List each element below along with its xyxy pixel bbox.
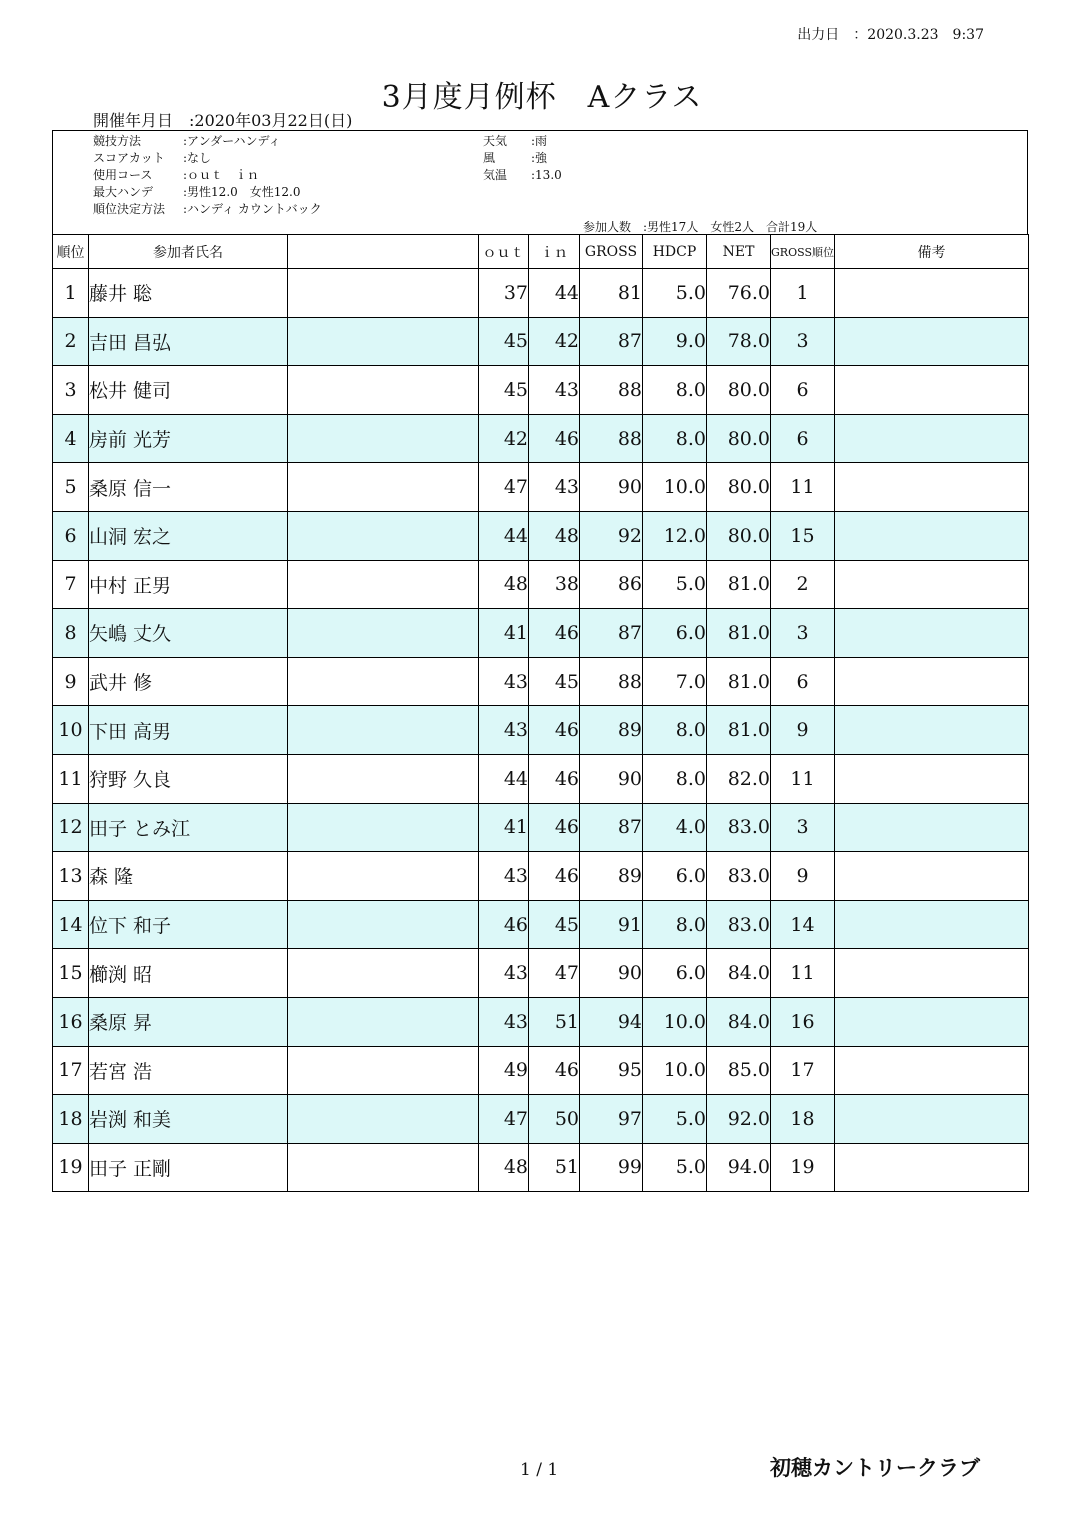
cell-in: 46 <box>529 1046 580 1095</box>
cell-rank: 15 <box>53 949 89 998</box>
info-row-method <box>93 133 322 150</box>
cell-gross: 89 <box>580 706 643 755</box>
cell-blank <box>288 754 479 803</box>
cell-out: 41 <box>479 803 529 852</box>
cell-name: 狩野 久良 <box>89 754 288 803</box>
cell-hdcp: 5.0 <box>643 1143 707 1192</box>
info-label: 使用コース <box>93 168 153 182</box>
column-header-gross: GROSS <box>580 235 643 269</box>
info-value: :なし <box>183 151 212 165</box>
cell-remarks <box>835 900 1029 949</box>
cell-hdcp: 6.0 <box>643 852 707 901</box>
cell-gross-rank: 3 <box>771 803 835 852</box>
cell-gross-rank: 11 <box>771 949 835 998</box>
cell-in: 43 <box>529 366 580 415</box>
table-row <box>53 1095 1029 1144</box>
cell-remarks <box>835 1143 1029 1192</box>
cell-remarks <box>835 852 1029 901</box>
cell-gross: 88 <box>580 366 643 415</box>
cell-name: 藤井 聡 <box>89 269 288 318</box>
club-name: 初穂カントリークラブ <box>770 1456 980 1480</box>
cell-in: 46 <box>529 754 580 803</box>
cell-hdcp: 5.0 <box>643 560 707 609</box>
cell-out: 43 <box>479 949 529 998</box>
cell-out: 43 <box>479 657 529 706</box>
cell-net: 81.0 <box>707 609 771 658</box>
cell-blank <box>288 852 479 901</box>
page-title: 3月度月例杯 Aクラス <box>381 80 703 115</box>
table-row <box>53 1046 1029 1095</box>
cell-rank: 12 <box>53 803 89 852</box>
column-header-out: ｏｕｔ <box>479 235 529 269</box>
cell-rank: 6 <box>53 511 89 560</box>
cell-rank: 14 <box>53 900 89 949</box>
cell-gross: 97 <box>580 1095 643 1144</box>
cell-gross-rank: 19 <box>771 1143 835 1192</box>
cell-rank: 16 <box>53 997 89 1046</box>
column-header-in: ｉｎ <box>529 235 580 269</box>
cell-blank <box>288 949 479 998</box>
cell-gross: 89 <box>580 852 643 901</box>
cell-gross: 95 <box>580 1046 643 1095</box>
cell-remarks <box>835 706 1029 755</box>
cell-blank <box>288 1143 479 1192</box>
cell-remarks <box>835 609 1029 658</box>
cell-name: 中村 正男 <box>89 560 288 609</box>
cell-rank: 19 <box>53 1143 89 1192</box>
info-label: 風 <box>483 151 496 165</box>
cell-remarks <box>835 269 1029 318</box>
cell-blank <box>288 511 479 560</box>
info-value: :ｏｕｔ ｉｎ <box>183 168 260 182</box>
cell-out: 41 <box>479 609 529 658</box>
table-row <box>53 1143 1029 1192</box>
column-header-gross-rank: GROSS順位 <box>771 235 835 269</box>
cell-name: 若宮 浩 <box>89 1046 288 1095</box>
cell-hdcp: 9.0 <box>643 317 707 366</box>
cell-blank <box>288 317 479 366</box>
cell-gross-rank: 9 <box>771 706 835 755</box>
cell-name: 櫛渕 昭 <box>89 949 288 998</box>
cell-net: 80.0 <box>707 463 771 512</box>
cell-in: 46 <box>529 609 580 658</box>
cell-name: 桑原 昇 <box>89 997 288 1046</box>
cell-name: 森 隆 <box>89 852 288 901</box>
cell-in: 51 <box>529 1143 580 1192</box>
cell-hdcp: 7.0 <box>643 657 707 706</box>
cell-gross: 87 <box>580 803 643 852</box>
cell-hdcp: 6.0 <box>643 609 707 658</box>
cell-name: 矢嶋 丈久 <box>89 609 288 658</box>
cell-hdcp: 10.0 <box>643 463 707 512</box>
cell-gross: 90 <box>580 754 643 803</box>
table-row <box>53 414 1029 463</box>
table-row <box>53 754 1029 803</box>
info-row-score-cut <box>93 150 322 167</box>
cell-out: 46 <box>479 900 529 949</box>
cell-in: 51 <box>529 997 580 1046</box>
cell-net: 80.0 <box>707 511 771 560</box>
cell-in: 45 <box>529 900 580 949</box>
cell-gross-rank: 6 <box>771 366 835 415</box>
cell-out: 47 <box>479 1095 529 1144</box>
cell-rank: 5 <box>53 463 89 512</box>
cell-remarks <box>835 949 1029 998</box>
cell-in: 42 <box>529 317 580 366</box>
column-header-remarks: 備考 <box>835 235 1029 269</box>
cell-gross-rank: 18 <box>771 1095 835 1144</box>
cell-blank <box>288 463 479 512</box>
table-row <box>53 366 1029 415</box>
cell-blank <box>288 1046 479 1095</box>
table-row <box>53 657 1029 706</box>
cell-gross: 94 <box>580 997 643 1046</box>
cell-net: 84.0 <box>707 997 771 1046</box>
cell-net: 84.0 <box>707 949 771 998</box>
cell-net: 94.0 <box>707 1143 771 1192</box>
weather-info <box>483 133 562 184</box>
table-row <box>53 949 1029 998</box>
cell-remarks <box>835 463 1029 512</box>
table-row <box>53 803 1029 852</box>
competition-info-box <box>52 130 1028 234</box>
table-row <box>53 317 1029 366</box>
cell-name: 吉田 昌弘 <box>89 317 288 366</box>
cell-in: 45 <box>529 657 580 706</box>
cell-net: 83.0 <box>707 852 771 901</box>
info-row-ranking-method <box>93 201 322 218</box>
info-value: :13.0 <box>531 168 562 182</box>
cell-gross: 88 <box>580 414 643 463</box>
cell-name: 田子 正剛 <box>89 1143 288 1192</box>
cell-out: 48 <box>479 1143 529 1192</box>
info-row-temperature <box>483 167 562 184</box>
cell-remarks <box>835 1095 1029 1144</box>
cell-remarks <box>835 414 1029 463</box>
cell-gross: 88 <box>580 657 643 706</box>
cell-blank <box>288 1095 479 1144</box>
cell-gross: 87 <box>580 317 643 366</box>
cell-in: 46 <box>529 706 580 755</box>
cell-blank <box>288 997 479 1046</box>
table-row <box>53 852 1029 901</box>
cell-remarks <box>835 511 1029 560</box>
cell-name: 松井 健司 <box>89 366 288 415</box>
cell-hdcp: 8.0 <box>643 414 707 463</box>
cell-net: 78.0 <box>707 317 771 366</box>
cell-gross-rank: 6 <box>771 414 835 463</box>
results-table-body <box>53 269 1029 1192</box>
column-header-blank <box>288 235 479 269</box>
cell-net: 85.0 <box>707 1046 771 1095</box>
cell-rank: 18 <box>53 1095 89 1144</box>
info-label: 順位決定方法 <box>93 202 166 216</box>
cell-hdcp: 8.0 <box>643 754 707 803</box>
cell-name: 桑原 信一 <box>89 463 288 512</box>
cell-out: 42 <box>479 414 529 463</box>
cell-gross: 91 <box>580 900 643 949</box>
table-row <box>53 706 1029 755</box>
info-row-weather <box>483 133 562 150</box>
cell-hdcp: 10.0 <box>643 1046 707 1095</box>
cell-gross-rank: 9 <box>771 852 835 901</box>
column-header-name: 参加者氏名 <box>89 235 288 269</box>
cell-remarks <box>835 366 1029 415</box>
info-row-course <box>93 167 322 184</box>
cell-rank: 1 <box>53 269 89 318</box>
cell-remarks <box>835 657 1029 706</box>
cell-name: 下田 高男 <box>89 706 288 755</box>
cell-remarks <box>835 1046 1029 1095</box>
table-row <box>53 900 1029 949</box>
table-header-row <box>53 235 1029 269</box>
cell-remarks <box>835 997 1029 1046</box>
cell-net: 83.0 <box>707 803 771 852</box>
cell-in: 46 <box>529 803 580 852</box>
cell-hdcp: 12.0 <box>643 511 707 560</box>
cell-rank: 17 <box>53 1046 89 1095</box>
column-header-net: NET <box>707 235 771 269</box>
cell-rank: 9 <box>53 657 89 706</box>
cell-blank <box>288 900 479 949</box>
cell-name: 岩渕 和美 <box>89 1095 288 1144</box>
cell-hdcp: 5.0 <box>643 269 707 318</box>
cell-blank <box>288 609 479 658</box>
table-row <box>53 511 1029 560</box>
table-row <box>53 609 1029 658</box>
cell-gross-rank: 11 <box>771 754 835 803</box>
info-label: 競技方法 <box>93 134 142 148</box>
cell-remarks <box>835 560 1029 609</box>
cell-out: 44 <box>479 511 529 560</box>
cell-gross-rank: 6 <box>771 657 835 706</box>
cell-name: 山洞 宏之 <box>89 511 288 560</box>
cell-gross: 90 <box>580 949 643 998</box>
cell-out: 45 <box>479 366 529 415</box>
cell-out: 44 <box>479 754 529 803</box>
cell-gross-rank: 11 <box>771 463 835 512</box>
page-number: 1 / 1 <box>520 1460 559 1480</box>
cell-hdcp: 8.0 <box>643 366 707 415</box>
table-row <box>53 269 1029 318</box>
cell-out: 43 <box>479 706 529 755</box>
cell-gross: 86 <box>580 560 643 609</box>
competition-settings <box>93 133 322 218</box>
cell-in: 38 <box>529 560 580 609</box>
cell-gross-rank: 3 <box>771 609 835 658</box>
cell-blank <box>288 366 479 415</box>
cell-rank: 8 <box>53 609 89 658</box>
cell-gross-rank: 2 <box>771 560 835 609</box>
cell-name: 田子 とみ江 <box>89 803 288 852</box>
participant-count: 参加人数 :男性17人 女性2人 合計19人 <box>583 220 818 234</box>
cell-remarks <box>835 754 1029 803</box>
cell-out: 43 <box>479 997 529 1046</box>
cell-name: 武井 修 <box>89 657 288 706</box>
cell-out: 48 <box>479 560 529 609</box>
info-row-wind <box>483 150 562 167</box>
cell-gross-rank: 14 <box>771 900 835 949</box>
cell-remarks <box>835 317 1029 366</box>
cell-blank <box>288 803 479 852</box>
cell-rank: 10 <box>53 706 89 755</box>
cell-hdcp: 8.0 <box>643 900 707 949</box>
cell-net: 80.0 <box>707 366 771 415</box>
cell-rank: 7 <box>53 560 89 609</box>
cell-net: 81.0 <box>707 560 771 609</box>
cell-out: 45 <box>479 317 529 366</box>
cell-gross: 99 <box>580 1143 643 1192</box>
results-table <box>52 234 1029 1192</box>
cell-in: 46 <box>529 414 580 463</box>
info-value: :雨 <box>531 134 548 148</box>
cell-blank <box>288 706 479 755</box>
cell-net: 76.0 <box>707 269 771 318</box>
table-row <box>53 560 1029 609</box>
info-value: :男性12.0 女性12.0 <box>183 185 301 199</box>
cell-net: 81.0 <box>707 657 771 706</box>
cell-blank <box>288 560 479 609</box>
cell-rank: 11 <box>53 754 89 803</box>
info-value: :ハンディ カウントバック <box>183 202 322 216</box>
cell-out: 43 <box>479 852 529 901</box>
cell-name: 位下 和子 <box>89 900 288 949</box>
cell-out: 47 <box>479 463 529 512</box>
cell-in: 50 <box>529 1095 580 1144</box>
info-value: :アンダーハンディ <box>183 134 281 148</box>
cell-net: 80.0 <box>707 414 771 463</box>
cell-net: 83.0 <box>707 900 771 949</box>
table-row <box>53 997 1029 1046</box>
info-label: 天気 <box>483 134 508 148</box>
cell-gross-rank: 17 <box>771 1046 835 1095</box>
cell-hdcp: 6.0 <box>643 949 707 998</box>
cell-rank: 2 <box>53 317 89 366</box>
cell-gross-rank: 1 <box>771 269 835 318</box>
cell-in: 47 <box>529 949 580 998</box>
cell-gross: 90 <box>580 463 643 512</box>
info-value: :強 <box>531 151 548 165</box>
cell-in: 46 <box>529 852 580 901</box>
cell-hdcp: 10.0 <box>643 997 707 1046</box>
cell-gross: 81 <box>580 269 643 318</box>
column-header-rank: 順位 <box>53 235 89 269</box>
cell-in: 44 <box>529 269 580 318</box>
cell-in: 43 <box>529 463 580 512</box>
column-header-hdcp: HDCP <box>643 235 707 269</box>
cell-rank: 3 <box>53 366 89 415</box>
cell-gross-rank: 3 <box>771 317 835 366</box>
info-label: 気温 <box>483 168 508 182</box>
cell-net: 81.0 <box>707 706 771 755</box>
info-label: 最大ハンデ <box>93 185 154 199</box>
info-label: スコアカット <box>93 151 165 165</box>
cell-in: 48 <box>529 511 580 560</box>
cell-gross: 87 <box>580 609 643 658</box>
event-date: 開催年月日 :2020年03月22日(日) <box>93 111 353 130</box>
cell-gross: 92 <box>580 511 643 560</box>
cell-rank: 4 <box>53 414 89 463</box>
output-date: 出力日 ：2020.3.23 9:37 <box>797 27 984 43</box>
cell-blank <box>288 414 479 463</box>
table-row <box>53 463 1029 512</box>
cell-rank: 13 <box>53 852 89 901</box>
cell-out: 49 <box>479 1046 529 1095</box>
cell-hdcp: 5.0 <box>643 1095 707 1144</box>
cell-hdcp: 8.0 <box>643 706 707 755</box>
cell-blank <box>288 657 479 706</box>
cell-name: 房前 光芳 <box>89 414 288 463</box>
cell-hdcp: 4.0 <box>643 803 707 852</box>
cell-out: 37 <box>479 269 529 318</box>
cell-blank <box>288 269 479 318</box>
cell-remarks <box>835 803 1029 852</box>
info-row-max-handicap <box>93 184 322 201</box>
cell-gross-rank: 15 <box>771 511 835 560</box>
cell-net: 92.0 <box>707 1095 771 1144</box>
cell-gross-rank: 16 <box>771 997 835 1046</box>
cell-net: 82.0 <box>707 754 771 803</box>
